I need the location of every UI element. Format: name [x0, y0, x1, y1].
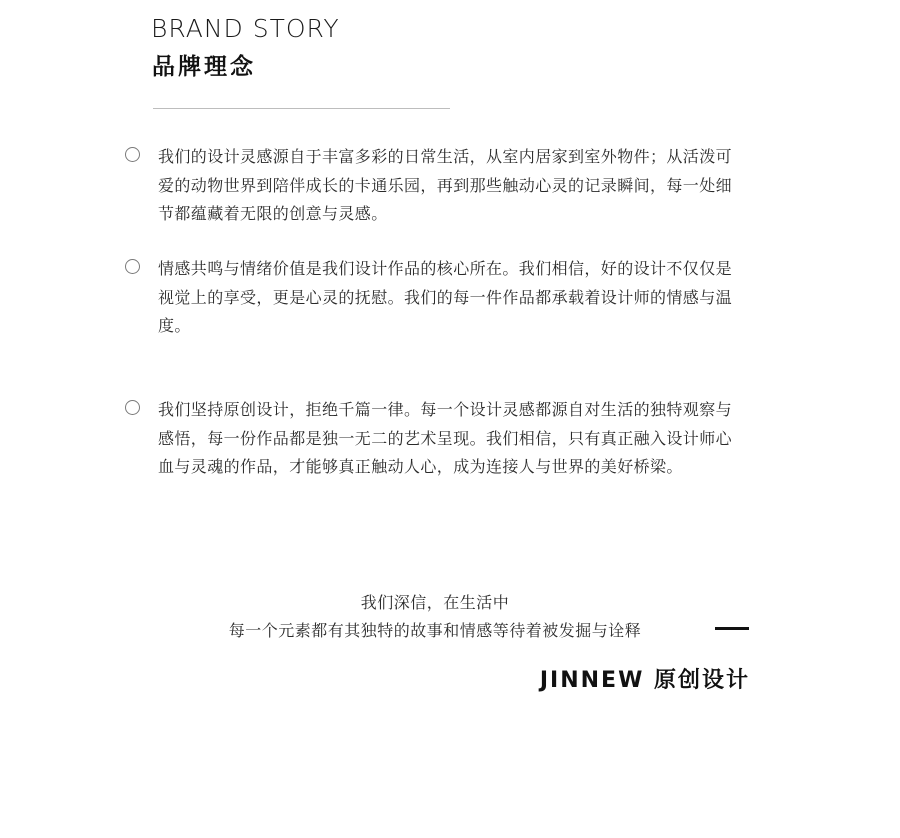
brand-story-eyebrow: BRAND STORY [151, 14, 340, 43]
circle-bullet-icon [125, 400, 140, 415]
dash-decoration [715, 627, 749, 630]
title-divider [153, 108, 450, 109]
brand-signature: JINNEW 原创设计 [539, 668, 750, 693]
closing-line-1: 我们深信，在生活中 [360, 593, 510, 612]
page-title: 品牌理念 [152, 54, 256, 80]
list-item-text: 我们坚持原创设计，拒绝千篇一律。每一个设计灵感都源自对生活的独特观察与感悟，每一份作品都是独一无二的艺术呈现。我们相信，只有真正融入设计师心血与灵魂的作品，才能够真正触动人心，成为连接人与世界的美好桥梁。 [158, 400, 733, 476]
closing-line-2: 每一个元素都有其独特的故事和情感等待着被发掘与诠释 [228, 621, 642, 640]
circle-bullet-icon [125, 259, 140, 274]
list-item-text: 情感共鸣与情绪价值是我们设计作品的核心所在。我们相信，好的设计不仅仅是视觉上的享受，更是心灵的抚慰。我们的每一件作品都承载着设计师的情感与温度。 [158, 259, 733, 335]
circle-bullet-icon [125, 147, 140, 162]
list-item-text: 我们的设计灵感源自于丰富多彩的日常生活，从室内居家到室外物件；从活泼可爱的动物世界到陪伴成长的卡通乐园，再到那些触动心灵的记录瞬间，每一处细节都蕴藏着无限的创意与灵感。 [158, 147, 733, 223]
